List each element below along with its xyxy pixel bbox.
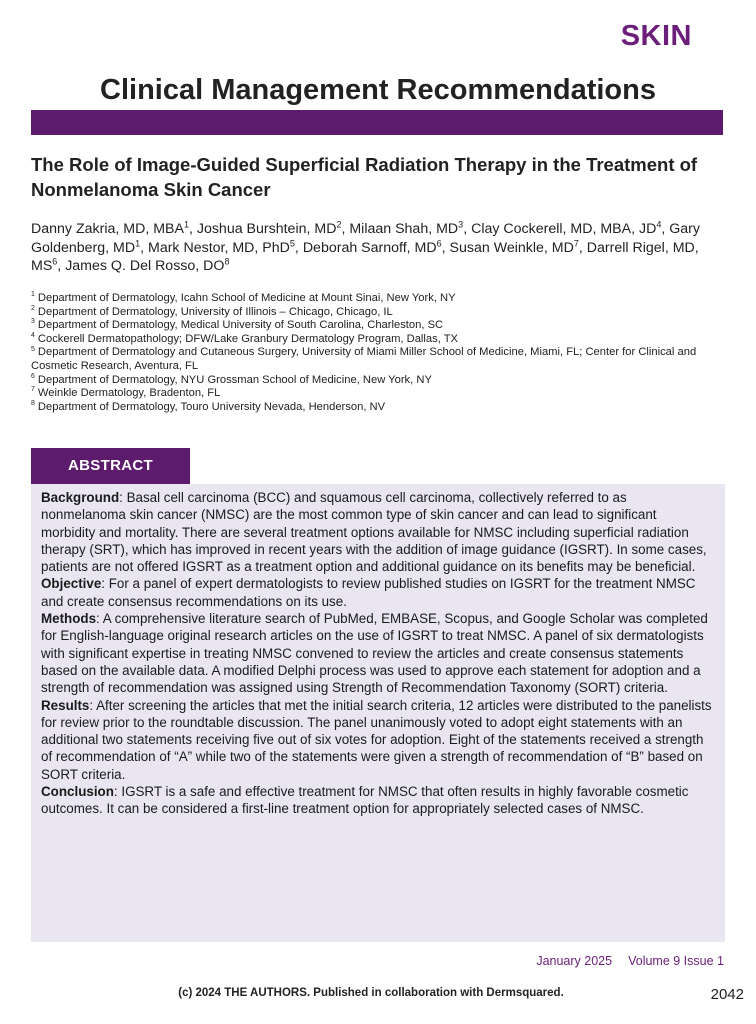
affiliation: $^3$ Department of Dermatology, Medical University of South Carolina, Charleston, SC xyxy=(31,318,444,332)
affiliation-list xyxy=(31,292,731,414)
abstract-methods: Methods: A comprehensive literature search of PubMed, EMBASE, Scopus, and Google Scholar was completed for English-language original research articles on the use of IGSRT to treat NMSC. A panel of six dermatologists with significant expertise in treating NMSC convened to review the articles and create consensus statements based on the available data. A modified Delphi process was used to approve each statement for adoption and a strength of recommendation was assigned using Strength of Recommendation Taxonomy (SORT) criteria. xyxy=(41,611,708,696)
author: Darrell Rigel, MD, $MS^6$, xyxy=(31,239,699,275)
author: Gary Goldenberg, $MD^1$, xyxy=(31,221,700,256)
copyright-notice: (c) 2024 THE AUTHORS. Published in collaboration with Dermsquared. xyxy=(178,987,564,999)
article-title: The Role of Image-Guided Superficial Radiation Therapy in the Treatment of Nonmelanoma Skin Cancer xyxy=(31,154,698,200)
affiliation: $^7$ Weinkle Dermatology, Bradenton, FL xyxy=(31,386,221,400)
abstract-background: Background: Basal cell carcinoma (BCC) and squamous cell carcinoma, collectively referred to as nonmelanoma skin cancer (NMSC) are the most common type of skin cancer and can lead to significant morbidity and mortality. There are several treatment options available for NMSC including superficial radiation therapy (SRT), which has improved in recent years with the addition of image guidance (IGSRT). In some cases, patients are not offered IGSRT as a treatment option and additional guidance on its benefits may be beneficial. xyxy=(41,490,707,575)
abstract-heading: ABSTRACT xyxy=(31,448,190,484)
affiliation: $^5$ Department of Dermatology and Cutaneous Surgery, University of Miami Miller School of Medicine, Miami, FL; Center for Clinical and Cosmetic Research, Aventura, FL xyxy=(31,345,697,372)
author: Susan Weinkle, $MD^7$, xyxy=(449,237,587,256)
section-title: Clinical Management Recommendations xyxy=(100,74,656,106)
affiliation: $^1$ Department of Dermatology, Icahn School of Medicine at Mount Sinai, New York, NY xyxy=(31,291,456,304)
affiliation: $^2$ Department of Dermatology, University of Illinois – Chicago, Chicago, IL xyxy=(31,304,393,318)
abstract-body xyxy=(31,484,725,942)
author: Mark Nestor, MD, PhD$^5$, xyxy=(148,237,303,256)
issue-info xyxy=(536,954,724,968)
journal-name: SKIN xyxy=(620,20,692,52)
author: Milaan Shah, $MD^3$, xyxy=(349,219,472,237)
issue-date: January 2025 xyxy=(536,954,613,968)
author: Deborah Sarnoff, $MD^6$, xyxy=(302,237,450,256)
author: James Q. Del Rosso, $DO^8$ xyxy=(65,256,230,275)
abstract-results: Results: After screening the articles that met the initial search criteria, 12 articles were distributed to the panelists for review prior to the roundtable discussion. The panel unanimously voted to adopt eight statements with an additional two statements receiving five out of six votes for adoption. Eight of the statements received a strength of recommendation of “A” while two of the statements were given a strength of recommendation of “B” based on SORT criteria. xyxy=(41,697,712,782)
affiliation: $^6$ Department of Dermatology, NYU Grossman School of Medicine, New York, NY xyxy=(31,372,432,386)
author: Clay Cockerell, MD, MBA, $JD^4$, xyxy=(471,219,670,237)
affiliation: $^8$ Department of Dermatology, Touro University Nevada, Henderson, NV xyxy=(31,400,386,413)
abstract-conclusion: Conclusion: IGSRT is a safe and effective treatment for NMSC that often results in highly favorable cosmetic outcomes. It can be considered a first-line treatment option for appropriately selected cases of NMSC. xyxy=(41,784,689,817)
author: Danny Zakria, MD, MBA$^1$, xyxy=(31,219,197,237)
volume-issue: Volume 9 Issue 1 xyxy=(628,954,724,968)
title-divider-bar xyxy=(31,110,723,135)
page-number: 2042 xyxy=(710,986,744,1003)
affiliation: $^4$ Cockerell Dermatopathology; DFW/Lake Granbury Dermatology Program, Dallas, TX xyxy=(31,332,459,345)
abstract-objective: Objective: For a panel of expert dermatologists to review published studies on IGSRT for the treatment NMSC and create consensus recommendations on its use. xyxy=(41,576,696,609)
author: Joshua Burshtein, $MD^2$, xyxy=(196,219,350,237)
author-list xyxy=(31,220,721,276)
